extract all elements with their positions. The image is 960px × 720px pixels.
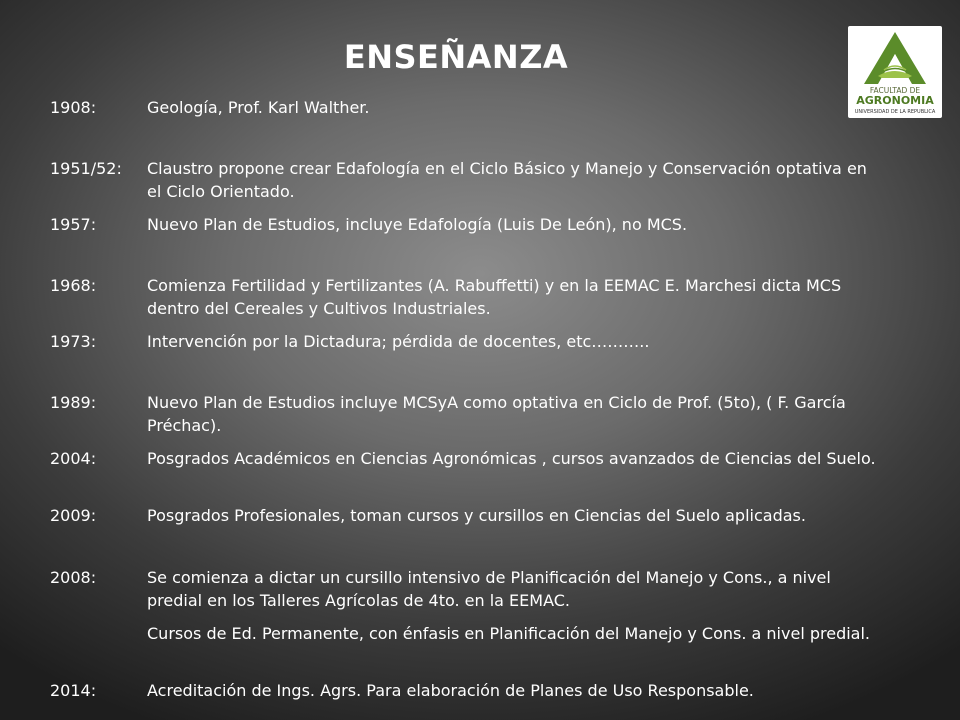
entry-text: Intervención por la Dictadura; pérdida de docentes, etc……….. — [147, 332, 650, 351]
list-item — [50, 213, 880, 236]
agronomia-emblem-icon — [848, 26, 942, 88]
list-item — [50, 566, 880, 612]
list-item — [50, 622, 880, 645]
entry-text: Posgrados Profesionales, toman cursos y cursillos en Ciencias del Suelo aplicadas. — [147, 506, 806, 525]
list-item — [50, 391, 880, 437]
entry-text: Claustro propone crear Edafología en el Ciclo Básico y Manejo y Conservación optativa en el Ciclo Orientado. — [147, 159, 867, 201]
entry-year: 1908: — [50, 98, 97, 117]
list-item — [50, 96, 880, 119]
entry-year: 1968: — [50, 276, 97, 295]
list-item — [50, 504, 880, 527]
entry-year: 1973: — [50, 332, 97, 351]
entry-year: 2004: — [50, 449, 97, 468]
entry-text: Acreditación de Ings. Agrs. Para elaboración de Planes de Uso Responsable. — [147, 681, 754, 700]
entry-year: 1957: — [50, 215, 97, 234]
list-item — [50, 157, 880, 203]
entry-year: 2009: — [50, 506, 97, 525]
entry-text: Cursos de Ed. Permanente, con énfasis en Planificación del Manejo y Cons. a nivel predial. — [147, 624, 871, 643]
entry-text: Se comienza a dictar un cursillo intensivo de Planificación del Manejo y Cons., a nivel predial en los Talleres Agrícolas de 4to. en la EEMAC. — [147, 568, 831, 610]
entry-text: Nuevo Plan de Estudios, incluye Edafología (Luis De León), no MCS. — [147, 215, 688, 234]
entry-year: 2008: — [50, 568, 97, 587]
entry-year: 2014: — [50, 681, 97, 700]
list-item — [50, 679, 880, 702]
entry-text: Nuevo Plan de Estudios incluye MCSyA como optativa en Ciclo de Prof. (5to), ( F. García Préchac). — [147, 393, 846, 435]
entry-text: Geología, Prof. Karl Walther. — [147, 98, 370, 117]
logo-line2: AGRONOMIA — [856, 94, 934, 107]
list-item — [50, 330, 880, 353]
list-item — [50, 447, 880, 470]
entry-text: Posgrados Académicos en Ciencias Agronómicas , cursos avanzados de Ciencias del Suelo. — [147, 449, 876, 468]
entry-year: 1951/52: — [50, 159, 122, 178]
entry-text: Comienza Fertilidad y Fertilizantes (A. Rabuffetti) y en la EEMAC E. Marchesi dicta MCS dentro del Cereales y Cultivos Industriales. — [147, 276, 842, 318]
logo-line3: UNIVERSIDAD DE LA REPUBLICA — [854, 109, 936, 115]
entry-year: 1989: — [50, 393, 97, 412]
list-item — [50, 274, 880, 320]
slide-title: ENSEÑANZA — [343, 38, 569, 76]
logo-line1: FACULTAD DE — [869, 86, 921, 95]
